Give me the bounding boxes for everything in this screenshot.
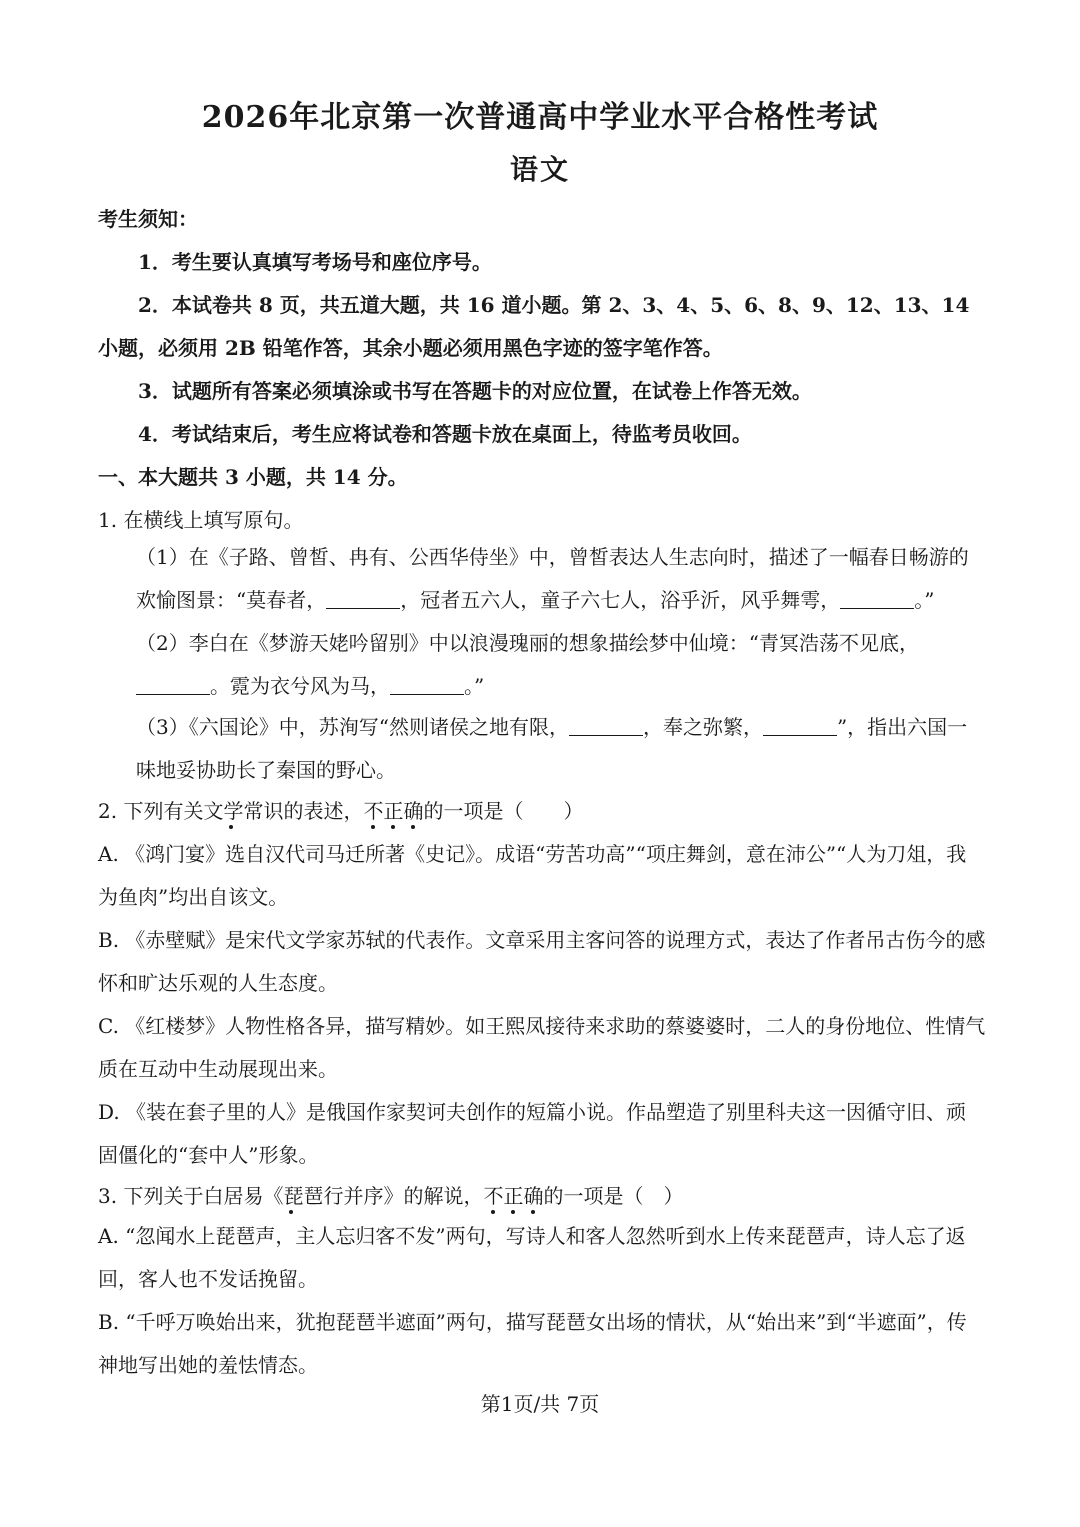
q1-part-1-text-c: 。”	[914, 588, 935, 612]
q1-part-3	[136, 706, 986, 792]
q1-part-1	[136, 536, 986, 622]
answer-blank	[840, 588, 914, 609]
q1-part-1-text-a: （1）在《子路、曾皙、冉有、公西华侍坐》中，曾皙表达人生志向时，描述了一幅春日畅游的欢愉图景：“莫春者，	[136, 545, 969, 612]
q1-part-2-text-c: 。”	[464, 674, 485, 698]
q1-part-1-text-b: ，冠者五六人，童子六七人，浴乎沂，风乎舞雩，	[400, 588, 841, 612]
q3-option-b: B. “千呼万唤始出来，犹抱琵琶半遮面”两句，描写琵琶女出场的情状，从“始出来”到“半遮面”，传神地写出她的羞怯情态。	[98, 1310, 967, 1377]
answer-blank	[390, 674, 464, 695]
emphasis-char: 不	[363, 799, 384, 823]
q2-option-c: C. 《红楼梦》人物性格各异，描写精妙。如王熙凤接待来求助的蔡婆婆时，二人的身份地位、性情气质在互动中生动展现出来。	[98, 1014, 986, 1081]
notice-item-4: 4．考试结束后，考生应将试卷和答题卡放在桌面上，待监考员收回。	[138, 422, 752, 446]
q1-part-3-text-c: ”，指出六国一味地妥协助长了秦国的野心。	[136, 715, 968, 782]
emphasis-char: 确	[403, 799, 424, 823]
emphasis-char: 正	[503, 1184, 524, 1208]
q1-stem: 1. 在横线上填写原句。	[98, 508, 304, 532]
q1-part-3-text-b: ，奉之弥繁，	[642, 715, 763, 739]
answer-blank	[763, 715, 837, 736]
answer-blank	[326, 588, 400, 609]
emphasis-char: 正	[383, 799, 404, 823]
q1-part-3-text-a: （3）《六国论》中，苏洵写“然则诸侯之地有限，	[136, 715, 569, 739]
q3-stem	[98, 1175, 986, 1218]
notice-item-2: 2．本试卷共 8 页，共五道大题，共 16 道小题。第 2、3、4、5、6、8、9、12、13、14 小题，必须用 2B 铅笔作答，其余小题必须用黑色字迹的签字笔作答。	[98, 293, 970, 360]
notice-heading: 考生须知：	[98, 207, 198, 231]
q2-option-a: A. 《鸿门宴》选自汉代司马迁所著《史记》。成语“劳苦功高”“项庄舞剑，意在沛公”“人为刀俎，我为鱼肉”均出自该文。	[98, 842, 967, 909]
q3-option-a: A. “忽闻水上琵琶声，主人忘归客不发”两句，写诗人和客人忽然听到水上传来琵琶声，诗人忘了返回，客人也不发话挽留。	[98, 1224, 966, 1291]
q1-part-2-text-b: 。霓为衣兮风为马，	[210, 674, 390, 698]
emphasis-char: 确	[523, 1184, 544, 1208]
notice-item-3: 3．试题所有答案必须填涂或书写在答题卡的对应位置，在试卷上作答无效。	[138, 379, 812, 403]
exam-subject: 语文	[509, 153, 570, 186]
q2-stem	[98, 790, 986, 833]
page-number: 第1页/共 7页	[480, 1392, 600, 1416]
q2-option-d: D. 《装在套子里的人》是俄国作家契诃夫创作的短篇小说。作品塑造了别里科夫这一因循守旧、顽固僵化的“套中人”形象。	[98, 1100, 967, 1167]
answer-blank	[569, 715, 643, 736]
q1-part-2-text-a: （2）李白在《梦游天姥吟留别》中以浪漫瑰丽的想象描绘梦中仙境：“青冥浩荡不见底，	[136, 631, 919, 655]
q2-stem-before: 2. 下列有关文学常识的表述，	[98, 799, 364, 823]
q2-option-b: B. 《赤壁赋》是宋代文学家苏轼的代表作。文章采用主客问答的说理方式，表达了作者吊古伤今的感怀和旷达乐观的人生态度。	[98, 928, 986, 995]
q3-stem-before: 3. 下列关于白居易《琵琶行并序》的解说，	[98, 1184, 484, 1208]
exam-title: 2026年北京第一次普通高中学业水平合格性考试	[201, 100, 879, 135]
emphasis-char: 不	[483, 1184, 504, 1208]
q2-stem-after: 的一项是（ ）	[423, 799, 584, 823]
q1-part-2	[136, 622, 986, 708]
q3-stem-after: 的一项是（ ）	[543, 1184, 684, 1208]
answer-blank	[136, 674, 210, 695]
notice-item-1: 1．考生要认真填写考场号和座位序号。	[138, 250, 492, 274]
section-1-heading: 一、本大题共 3 小题，共 14 分。	[98, 465, 408, 489]
